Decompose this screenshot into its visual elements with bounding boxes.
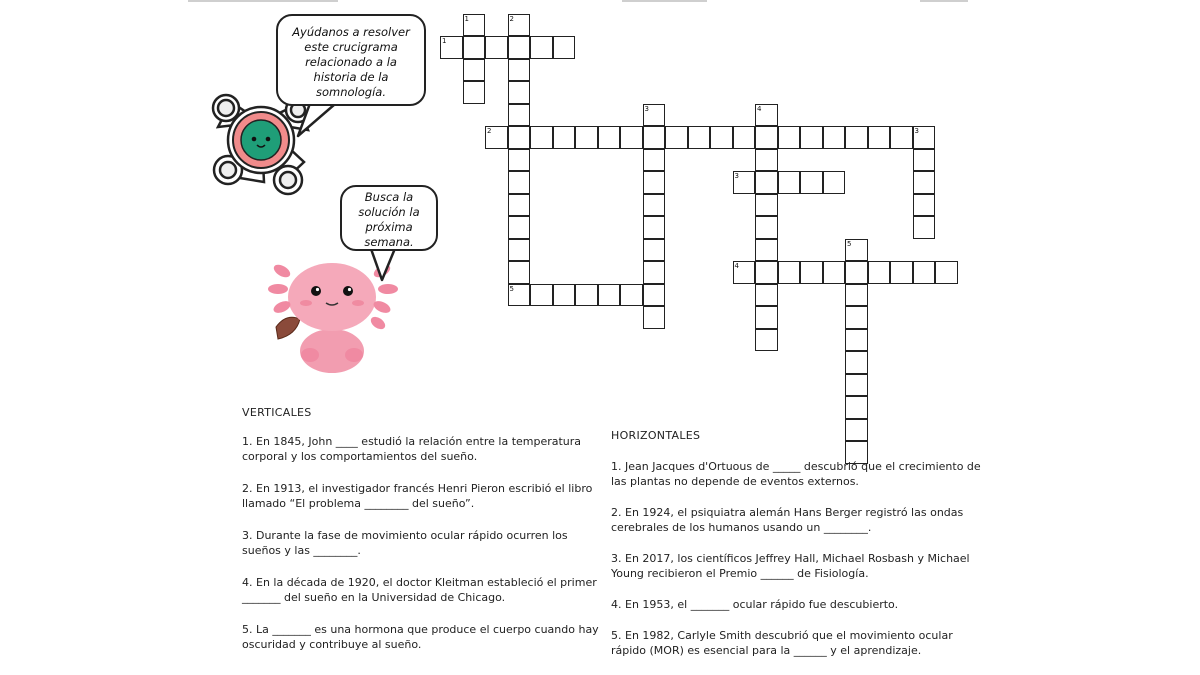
crossword-cell[interactable] bbox=[643, 261, 666, 284]
crossword-cell[interactable] bbox=[575, 126, 598, 149]
crossword-cell[interactable] bbox=[508, 284, 531, 307]
crossword-cell[interactable] bbox=[868, 126, 891, 149]
clue-number-across-4: 4 bbox=[734, 262, 739, 270]
crossword-cell[interactable] bbox=[575, 284, 598, 307]
crossword-cell[interactable] bbox=[620, 284, 643, 307]
crossword-cell[interactable] bbox=[463, 36, 486, 59]
clue-number-down-4: 4 bbox=[757, 104, 762, 113]
crossword-cell[interactable] bbox=[508, 194, 531, 217]
crossword-cell[interactable] bbox=[440, 36, 463, 59]
clue-vertical-2: 2. En 1913, el investigador francés Henri Pieron escribió el libro llamado “El problema ________ del sueño”. bbox=[242, 482, 593, 510]
clue-horizontal-3: 3. En 2017, los científicos Jeffrey Hall, Michael Rosbash y Michael Young recibieron el Premio ______ de Fisiología. bbox=[611, 552, 970, 580]
crossword-cell[interactable] bbox=[508, 104, 531, 127]
crossword-cell[interactable] bbox=[553, 126, 576, 149]
clue-vertical-3: 3. Durante la fase de movimiento ocular rápido ocurren los sueños y las ________. bbox=[242, 529, 568, 557]
clue-number-down-1: 1 bbox=[464, 14, 469, 23]
clues-horizontales bbox=[611, 428, 983, 658]
crossword-cell[interactable] bbox=[508, 261, 531, 284]
crossword-cell[interactable] bbox=[800, 126, 823, 149]
crossword-cell[interactable] bbox=[463, 59, 486, 82]
crossword-cell[interactable] bbox=[935, 261, 958, 284]
crossword-cell[interactable] bbox=[643, 284, 666, 307]
crossword-cell[interactable] bbox=[755, 306, 778, 329]
crossword-cell[interactable] bbox=[620, 126, 643, 149]
crossword-cell[interactable] bbox=[643, 126, 666, 149]
horizontales-heading: HORIZONTALES bbox=[611, 429, 701, 442]
crossword-cell[interactable] bbox=[755, 216, 778, 239]
clue-number-across-3: 3 bbox=[734, 172, 739, 180]
crossword-cell[interactable] bbox=[530, 126, 553, 149]
clue-number-across-1: 1 bbox=[442, 37, 447, 45]
crossword-cell[interactable] bbox=[845, 396, 868, 419]
crossword-cell[interactable] bbox=[845, 329, 868, 352]
crossword-cell[interactable] bbox=[845, 126, 868, 149]
crossword-cell[interactable] bbox=[823, 126, 846, 149]
crossword-cell[interactable] bbox=[845, 374, 868, 397]
crossword-cell[interactable] bbox=[598, 284, 621, 307]
crossword-cell[interactable] bbox=[778, 126, 801, 149]
crossword-cell[interactable] bbox=[778, 171, 801, 194]
clue-number-down-6: 5 bbox=[847, 239, 852, 248]
crossword-cell[interactable] bbox=[733, 171, 756, 194]
crossword-cell[interactable] bbox=[755, 261, 778, 284]
crossword-cell[interactable] bbox=[463, 81, 486, 104]
crossword-cell[interactable] bbox=[643, 171, 666, 194]
crossword-cell[interactable] bbox=[890, 261, 913, 284]
crossword-cell[interactable] bbox=[733, 261, 756, 284]
crossword-cell[interactable] bbox=[508, 36, 531, 59]
crossword-cell[interactable] bbox=[485, 126, 508, 149]
crossword-cell[interactable] bbox=[463, 14, 486, 37]
crossword-cell[interactable] bbox=[755, 126, 778, 149]
crossword-cell[interactable] bbox=[508, 149, 531, 172]
crossword-cell[interactable] bbox=[845, 351, 868, 374]
crossword-cell[interactable] bbox=[643, 306, 666, 329]
crossword-cell[interactable] bbox=[643, 104, 666, 127]
crossword-cell[interactable] bbox=[485, 36, 508, 59]
crossword-cell[interactable] bbox=[913, 126, 936, 149]
clue-horizontal-1: 1. Jean Jacques d'Ortuous de _____ descubrió que el crecimiento de las plantas no depende de eventos externos. bbox=[611, 460, 981, 488]
crossword-cell[interactable] bbox=[890, 126, 913, 149]
clue-horizontal-4: 4. En 1953, el _______ ocular rápido fue descubierto. bbox=[611, 598, 899, 611]
crossword-cell[interactable] bbox=[665, 126, 688, 149]
clue-vertical-5: 5. La _______ es una hormona que produce el cuerpo cuando hay oscuridad y contribuye al sueño. bbox=[242, 623, 599, 651]
crossword-cell[interactable] bbox=[913, 149, 936, 172]
crossword-cell[interactable] bbox=[508, 239, 531, 262]
crossword-cell[interactable] bbox=[643, 149, 666, 172]
clue-number-down-3: 3 bbox=[644, 104, 649, 113]
crossword-cell[interactable] bbox=[913, 194, 936, 217]
crossword-cell[interactable] bbox=[755, 104, 778, 127]
crossword-cell[interactable] bbox=[755, 239, 778, 262]
crossword-cell[interactable] bbox=[598, 126, 621, 149]
crossword-cell[interactable] bbox=[800, 171, 823, 194]
crossword-cell[interactable] bbox=[508, 59, 531, 82]
crossword-cell[interactable] bbox=[710, 126, 733, 149]
verticales-heading: VERTICALES bbox=[242, 406, 312, 419]
clue-number-across-2: 2 bbox=[487, 127, 492, 135]
crossword-cell[interactable] bbox=[913, 261, 936, 284]
crossword-cell[interactable] bbox=[823, 261, 846, 284]
clue-horizontal-2: 2. En 1924, el psiquiatra alemán Hans Berger registró las ondas cerebrales de los humanos usando un ________. bbox=[611, 506, 964, 534]
crossword-cell[interactable] bbox=[733, 126, 756, 149]
crossword-cell[interactable] bbox=[868, 261, 891, 284]
crossword-cell[interactable] bbox=[643, 216, 666, 239]
clue-number-down-2: 2 bbox=[509, 14, 514, 23]
clues-verticales bbox=[242, 405, 602, 652]
crossword-cell[interactable] bbox=[800, 261, 823, 284]
crossword-cell[interactable] bbox=[643, 194, 666, 217]
crossword-cell[interactable] bbox=[553, 284, 576, 307]
crossword-cell[interactable] bbox=[755, 284, 778, 307]
crossword-cell[interactable] bbox=[508, 216, 531, 239]
crossword-cell[interactable] bbox=[508, 14, 531, 37]
crossword-cell[interactable] bbox=[530, 284, 553, 307]
crossword-cell[interactable] bbox=[913, 171, 936, 194]
clue-vertical-4: 4. En la década de 1920, el doctor Kleitman estableció el primer _______ del sueño en la Universidad de Chicago. bbox=[242, 576, 597, 604]
crossword-cell[interactable] bbox=[508, 81, 531, 104]
crossword-cell[interactable] bbox=[778, 261, 801, 284]
crossword-cell[interactable] bbox=[530, 36, 553, 59]
speech-bubble-top-text: Ayúdanos a resolver este crucigrama relacionado a la historia de la somnología. bbox=[292, 25, 410, 99]
crossword-cell[interactable] bbox=[845, 306, 868, 329]
crossword-cell[interactable] bbox=[755, 194, 778, 217]
clue-number-across-5: 5 bbox=[509, 284, 514, 293]
crossword-cell[interactable] bbox=[508, 171, 531, 194]
crossword-cell[interactable] bbox=[755, 149, 778, 172]
crossword-cell[interactable] bbox=[688, 126, 711, 149]
crossword-cell[interactable] bbox=[913, 216, 936, 239]
crossword-cell[interactable] bbox=[845, 239, 868, 262]
crossword-cell[interactable] bbox=[553, 36, 576, 59]
crossword-cell[interactable] bbox=[845, 284, 868, 307]
crossword-cell[interactable] bbox=[845, 261, 868, 284]
crossword-cell[interactable] bbox=[755, 171, 778, 194]
crossword-cell[interactable] bbox=[508, 126, 531, 149]
clue-horizontal-5: 5. En 1982, Carlyle Smith descubrió que el movimiento ocular rápido (MOR) es esencial para la ______ y el aprendizaje. bbox=[611, 629, 953, 657]
clue-vertical-1: 1. En 1845, John ____ estudió la relación entre la temperatura corporal y los comportamientos del sueño. bbox=[242, 435, 582, 463]
crossword-cell[interactable] bbox=[643, 239, 666, 262]
crossword-cell[interactable] bbox=[755, 329, 778, 352]
clue-number-down-5: 3 bbox=[914, 127, 919, 135]
speech-bubble-bottom-text: Busca la solución la próxima semana. bbox=[358, 190, 420, 249]
crossword-cell[interactable] bbox=[823, 171, 846, 194]
